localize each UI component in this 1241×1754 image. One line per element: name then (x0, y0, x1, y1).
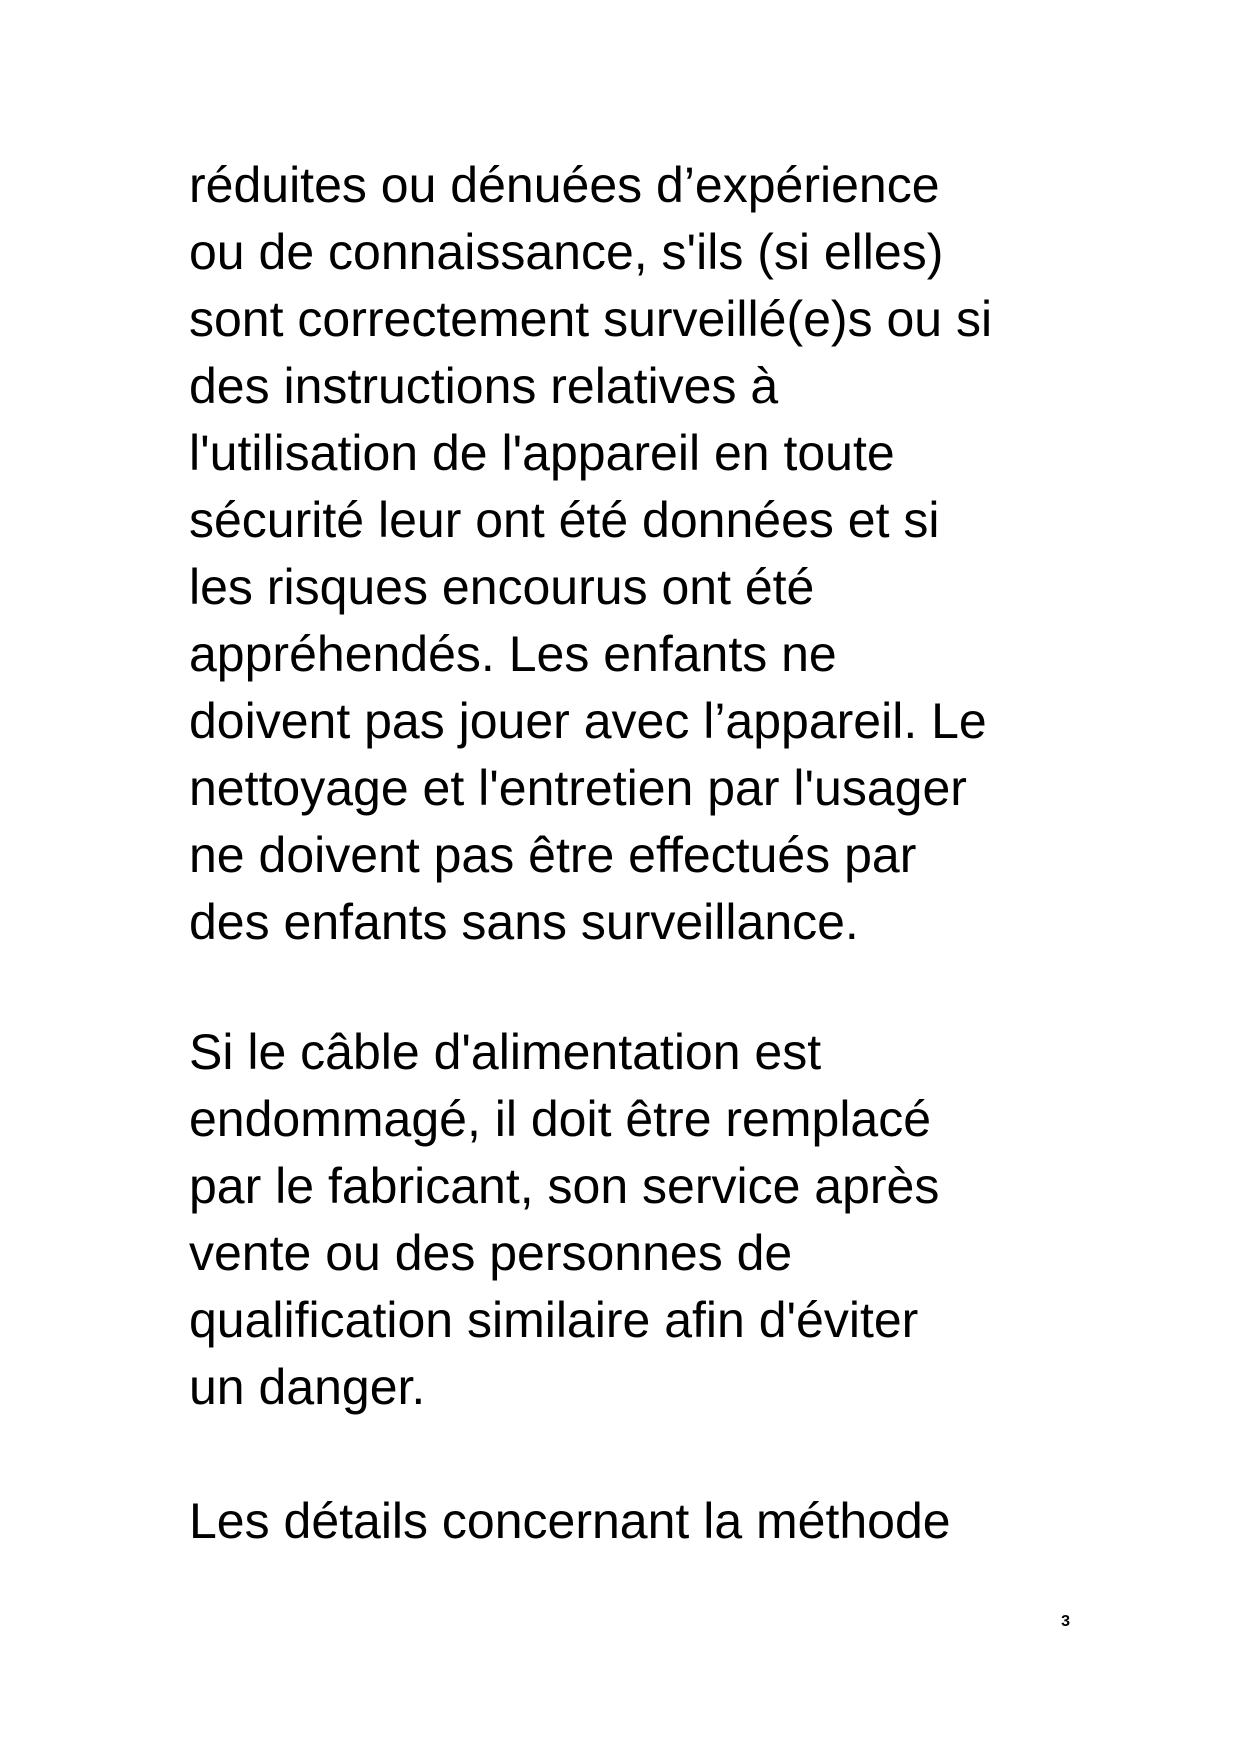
text-line: qualification similaire afin d'éviter (189, 1292, 919, 1348)
text-line: sont correctement surveillé(e)s ou si (189, 291, 993, 347)
text-line: doivent pas jouer avec l’appareil. Le (189, 693, 987, 749)
text-line: ne doivent pas être effectués par (189, 827, 917, 883)
text-line: ou de connaissance, s'ils (si elles) (189, 224, 944, 280)
body-paragraph (189, 1488, 1089, 1555)
text-line: un danger. (189, 1359, 426, 1415)
text-line: des instructions relatives à (189, 358, 779, 414)
text-line: endommagé, il doit être remplacé (189, 1091, 932, 1147)
text-line: réduites ou dénuées d’expérience (189, 157, 940, 213)
text-line: les risques encourus ont été (189, 559, 815, 615)
text-line: sécurité leur ont été données et si (189, 492, 940, 548)
text-line: des enfants sans surveillance. (189, 894, 859, 950)
text-line: l'utilisation de l'appareil en toute (189, 425, 895, 481)
text-line: nettoyage et l'entretien par l'usager (189, 760, 967, 816)
text-line: Si le câble d'alimentation est (189, 1024, 822, 1080)
text-line: vente ou des personnes de (189, 1225, 793, 1281)
page-number: 3 (1061, 1613, 1070, 1630)
body-paragraph (189, 1019, 1089, 1421)
text-line: Les détails concernant la méthode (189, 1493, 951, 1549)
body-paragraph (189, 152, 1089, 956)
text-line: par le fabricant, son service après (189, 1158, 940, 1214)
text-line: appréhendés. Les enfants ne (189, 626, 837, 682)
